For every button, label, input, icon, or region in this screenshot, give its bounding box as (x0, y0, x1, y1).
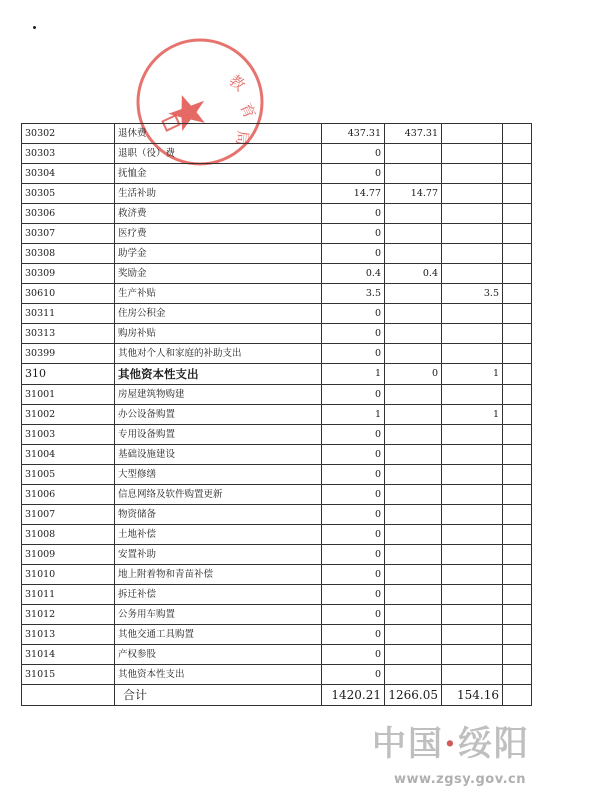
cell-project (442, 645, 503, 665)
watermark-suiyang: 绥阳 (457, 724, 530, 764)
cell-code (22, 685, 115, 706)
table-row (22, 505, 532, 525)
cell-project (442, 505, 503, 525)
cell-name: 物资储备 (115, 505, 322, 525)
cell-project (442, 445, 503, 465)
cell-name: 其他资本性支出 (115, 364, 322, 385)
watermark-url: www.zgsy.gov.cn (394, 772, 527, 787)
cell-project (442, 164, 503, 184)
cell-code: 31005 (22, 465, 115, 485)
cell-basic (385, 485, 442, 505)
cell-total: 1 (322, 364, 385, 385)
cell-project (442, 324, 503, 344)
cell-extra (503, 344, 532, 364)
table-row (22, 405, 532, 425)
cell-code: 31014 (22, 645, 115, 665)
cell-code: 30306 (22, 204, 115, 224)
budget-expenditure-table (21, 123, 532, 706)
cell-total: 0 (322, 505, 385, 525)
cell-basic (385, 144, 442, 164)
table-row (22, 605, 532, 625)
cell-basic (385, 344, 442, 364)
cell-code: 31004 (22, 445, 115, 465)
table-row (22, 485, 532, 505)
cell-total: 0 (322, 344, 385, 364)
cell-total: 1 (322, 405, 385, 425)
cell-name: 专用设备购置 (115, 425, 322, 445)
cell-name: 其他对个人和家庭的补助支出 (115, 344, 322, 364)
cell-code: 31007 (22, 505, 115, 525)
cell-total: 0 (322, 525, 385, 545)
cell-extra (503, 364, 532, 385)
cell-name: 安置补助 (115, 545, 322, 565)
cell-project (442, 625, 503, 645)
cell-name: 生产补贴 (115, 284, 322, 304)
cell-name: 退职（役）费 (115, 144, 322, 164)
cell-project (442, 425, 503, 445)
cell-basic (385, 405, 442, 425)
cell-code: 31009 (22, 545, 115, 565)
cell-extra (503, 425, 532, 445)
site-watermark (372, 722, 572, 792)
table-row (22, 665, 532, 685)
cell-total: 0 (322, 324, 385, 344)
cell-basic: 14.77 (385, 184, 442, 204)
table-row (22, 565, 532, 585)
cell-total: 0 (322, 625, 385, 645)
cell-name: 退休费 (115, 124, 322, 144)
cell-project (442, 244, 503, 264)
table-row (22, 184, 532, 204)
cell-extra (503, 405, 532, 425)
cell-extra (503, 565, 532, 585)
cell-basic (385, 565, 442, 585)
cell-total: 0 (322, 565, 385, 585)
table-row (22, 304, 532, 324)
cell-project (442, 565, 503, 585)
cell-name: 拆迁补偿 (115, 585, 322, 605)
table-row (22, 585, 532, 605)
cell-name: 抚恤金 (115, 164, 322, 184)
cell-code: 30308 (22, 244, 115, 264)
cell-name: 产权参股 (115, 645, 322, 665)
cell-extra (503, 184, 532, 204)
cell-project: 1 (442, 405, 503, 425)
watermark-china: 中国 (372, 724, 444, 764)
cell-code: 31013 (22, 625, 115, 645)
watermark-separator: · (444, 724, 458, 764)
cell-code: 30309 (22, 264, 115, 284)
cell-basic (385, 445, 442, 465)
cell-basic: 0.4 (385, 264, 442, 284)
cell-basic (385, 284, 442, 304)
cell-basic (385, 505, 442, 525)
svg-text:教: 教 (225, 71, 249, 95)
cell-extra (503, 124, 532, 144)
cell-total: 0 (322, 465, 385, 485)
cell-project (442, 184, 503, 204)
cell-name: 信息网络及软件购置更新 (115, 485, 322, 505)
cell-project (442, 344, 503, 364)
cell-code: 30303 (22, 144, 115, 164)
cell-code: 31012 (22, 605, 115, 625)
cell-total: 0 (322, 645, 385, 665)
cell-extra (503, 324, 532, 344)
cell-code: 30399 (22, 344, 115, 364)
cell-total: 0 (322, 605, 385, 625)
table-row (22, 324, 532, 344)
cell-code: 30610 (22, 284, 115, 304)
table-row (22, 625, 532, 645)
table-row (22, 204, 532, 224)
cell-basic (385, 385, 442, 405)
table-row (22, 344, 532, 364)
cell-name: 住房公积金 (115, 304, 322, 324)
table-row-major (22, 364, 532, 385)
cell-total: 0 (322, 144, 385, 164)
cell-extra (503, 284, 532, 304)
cell-extra (503, 385, 532, 405)
table-row (22, 284, 532, 304)
cell-code: 30311 (22, 304, 115, 324)
cell-project (442, 585, 503, 605)
cell-total: 0 (322, 224, 385, 244)
cell-code: 30313 (22, 324, 115, 344)
cell-basic (385, 545, 442, 565)
cell-extra (503, 445, 532, 465)
cell-extra (503, 204, 532, 224)
cell-basic: 437.31 (385, 124, 442, 144)
cell-total: 0 (322, 545, 385, 565)
cell-total: 0 (322, 485, 385, 505)
table-row (22, 465, 532, 485)
cell-project (442, 304, 503, 324)
cell-total: 0 (322, 204, 385, 224)
cell-project: 154.16 (442, 685, 503, 706)
cell-basic (385, 665, 442, 685)
watermark-title (372, 722, 530, 766)
cell-extra (503, 605, 532, 625)
cell-extra (503, 545, 532, 565)
cell-basic (385, 625, 442, 645)
cell-basic (385, 425, 442, 445)
cell-name: 救济费 (115, 204, 322, 224)
cell-code: 31008 (22, 525, 115, 545)
cell-project (442, 385, 503, 405)
scan-speck (33, 26, 36, 29)
cell-total: 0.4 (322, 264, 385, 284)
table-row (22, 244, 532, 264)
table-row (22, 144, 532, 164)
cell-code: 31002 (22, 405, 115, 425)
cell-code: 310 (22, 364, 115, 385)
cell-code: 30302 (22, 124, 115, 144)
cell-total: 0 (322, 425, 385, 445)
cell-code: 31001 (22, 385, 115, 405)
cell-project (442, 224, 503, 244)
cell-extra (503, 525, 532, 545)
cell-project (442, 264, 503, 284)
cell-project (442, 605, 503, 625)
table-row (22, 385, 532, 405)
cell-code: 30305 (22, 184, 115, 204)
cell-extra (503, 585, 532, 605)
cell-basic (385, 585, 442, 605)
cell-name: 医疗费 (115, 224, 322, 244)
cell-basic (385, 204, 442, 224)
cell-extra (503, 625, 532, 645)
cell-code: 31010 (22, 565, 115, 585)
cell-extra (503, 224, 532, 244)
svg-text:育: 育 (236, 100, 260, 122)
cell-project (442, 545, 503, 565)
table-row (22, 425, 532, 445)
table-row-total (22, 685, 532, 706)
cell-project (442, 665, 503, 685)
cell-total: 1420.21 (322, 685, 385, 706)
cell-extra (503, 665, 532, 685)
cell-project (442, 485, 503, 505)
cell-extra (503, 304, 532, 324)
cell-name: 生活补助 (115, 184, 322, 204)
cell-extra (503, 505, 532, 525)
table-row (22, 264, 532, 284)
table-body (22, 124, 532, 706)
cell-code: 30307 (22, 224, 115, 244)
cell-project: 1 (442, 364, 503, 385)
cell-basic (385, 324, 442, 344)
cell-extra (503, 264, 532, 284)
cell-project (442, 144, 503, 164)
cell-name: 公务用车购置 (115, 605, 322, 625)
cell-extra (503, 465, 532, 485)
cell-name: 奖励金 (115, 264, 322, 284)
cell-basic (385, 605, 442, 625)
table-row (22, 224, 532, 244)
cell-total: 0 (322, 585, 385, 605)
cell-extra (503, 645, 532, 665)
table-row (22, 164, 532, 184)
cell-basic: 0 (385, 364, 442, 385)
svg-text:局: 局 (232, 129, 252, 147)
cell-name: 土地补偿 (115, 525, 322, 545)
cell-code: 31006 (22, 485, 115, 505)
cell-project (442, 525, 503, 545)
cell-code: 31003 (22, 425, 115, 445)
table-row (22, 545, 532, 565)
cell-name: 助学金 (115, 244, 322, 264)
cell-basic: 1266.05 (385, 685, 442, 706)
cell-total: 437.31 (322, 124, 385, 144)
cell-name: 地上附着物和青苗补偿 (115, 565, 322, 585)
cell-total: 0 (322, 304, 385, 324)
cell-name: 合计 (115, 685, 322, 706)
cell-code: 31011 (22, 585, 115, 605)
cell-basic (385, 304, 442, 324)
cell-extra (503, 485, 532, 505)
cell-name: 购房补贴 (115, 324, 322, 344)
cell-total: 0 (322, 445, 385, 465)
cell-name: 房屋建筑物购建 (115, 385, 322, 405)
cell-name: 其他资本性支出 (115, 665, 322, 685)
cell-basic (385, 224, 442, 244)
cell-extra (503, 244, 532, 264)
cell-basic (385, 525, 442, 545)
cell-extra (503, 164, 532, 184)
table-row (22, 445, 532, 465)
cell-code: 31015 (22, 665, 115, 685)
cell-name: 基础设施建设 (115, 445, 322, 465)
cell-total: 0 (322, 164, 385, 184)
cell-name: 其他交通工具购置 (115, 625, 322, 645)
cell-total: 3.5 (322, 284, 385, 304)
cell-project: 3.5 (442, 284, 503, 304)
cell-basic (385, 164, 442, 184)
cell-project (442, 465, 503, 485)
cell-basic (385, 244, 442, 264)
cell-basic (385, 645, 442, 665)
cell-total: 0 (322, 244, 385, 264)
cell-project (442, 204, 503, 224)
cell-extra (503, 144, 532, 164)
cell-code: 30304 (22, 164, 115, 184)
table-row (22, 525, 532, 545)
cell-name: 办公设备购置 (115, 405, 322, 425)
cell-total: 14.77 (322, 184, 385, 204)
table-row (22, 645, 532, 665)
cell-extra (503, 685, 532, 706)
table-row (22, 124, 532, 144)
cell-name: 大型修缮 (115, 465, 322, 485)
cell-total: 0 (322, 665, 385, 685)
cell-project (442, 124, 503, 144)
cell-basic (385, 465, 442, 485)
cell-total: 0 (322, 385, 385, 405)
